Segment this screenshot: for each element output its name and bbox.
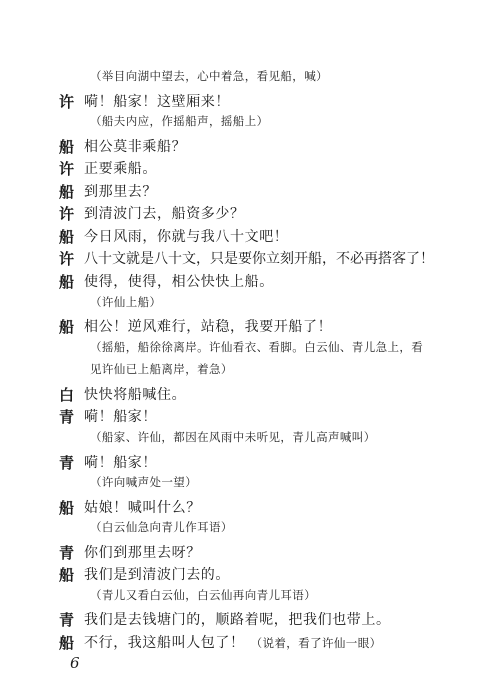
dialogue-text [84,632,382,652]
dialogue-text: 相公莫非乘船？ [84,139,187,155]
dialogue-text: 八十文就是八十文，只是要你立刻开船，不必再搭客了！ [84,251,434,267]
speaker-label: 船 [59,183,75,201]
direction-text: （许仙上船） [90,295,162,309]
speaker-label: 青 [59,611,75,629]
dialogue-text: 嗬！船家！ [84,455,157,471]
speaker-label: 许 [59,205,75,223]
dialogue-text: 快快将船喊住。 [84,387,187,403]
direction-text: （许向喊声处一望） [90,475,198,489]
dialogue-text: 到清波门去，船资多少？ [84,206,245,222]
dialogue-text: 嗬！船家！这壁厢来！ [84,94,230,110]
speaker-label: 青 [59,454,75,472]
direction-text: （摇船，船徐徐离岸。许仙看衣、看脚。白云仙、青儿急上，看 [90,340,424,354]
direction-text: （船夫内应，作摇船声，摇船上） [90,114,269,128]
dialogue-text: 正要乘船。 [84,161,157,177]
inline-direction: （说着，看了许仙一眼） [250,636,382,650]
dialogue-text: 今日风雨，你就与我八十文吧！ [84,229,289,245]
speaker-label: 船 [59,228,75,246]
speaker-label: 船 [59,138,75,156]
dialogue-text: 我们是去钱塘门的，顺路着呢，把我们也带上。 [84,612,391,628]
dialogue-text: 使得，使得，相公快快上船。 [84,274,274,290]
speaker-label: 许 [59,160,75,178]
dialogue-text: 相公！逆风难行，站稳，我要开船了！ [84,319,333,335]
direction-text: （白云仙急向青儿作耳语） [90,520,233,534]
dialogue-text-main: 不行，我这船叫人包了！ [84,635,245,651]
dialogue-text: 姑娘！喊叫什么？ [84,500,201,516]
dialogue-text: 嗬！船家！ [84,409,157,425]
speaker-label: 许 [59,93,75,111]
speaker-label: 青 [59,544,75,562]
dialogue-text: 到那里去？ [84,184,157,200]
page-number: 6 [70,654,80,672]
direction-text: （举目向湖中望去，心中着急，看见船，喊） [90,69,328,83]
speaker-label: 船 [59,634,75,652]
speaker-label: 船 [59,499,75,517]
speaker-label: 船 [59,566,75,584]
speaker-label: 白 [59,386,75,404]
direction-text: （船家、许仙，都因在风雨中未听见，青儿高声喊叫） [90,430,376,444]
speaker-label: 船 [59,273,75,291]
dialogue-text: 我们是到清波门去的。 [84,567,230,583]
speaker-label: 青 [59,408,75,426]
direction-text: （青儿又看白云仙，白云仙再向青儿耳语） [90,588,317,602]
speaker-label: 许 [59,250,75,268]
direction-text: 见许仙已上船离岸，着急） [90,362,233,376]
speaker-label: 船 [59,318,75,336]
dialogue-text: 你们到那里去呀？ [84,545,201,561]
